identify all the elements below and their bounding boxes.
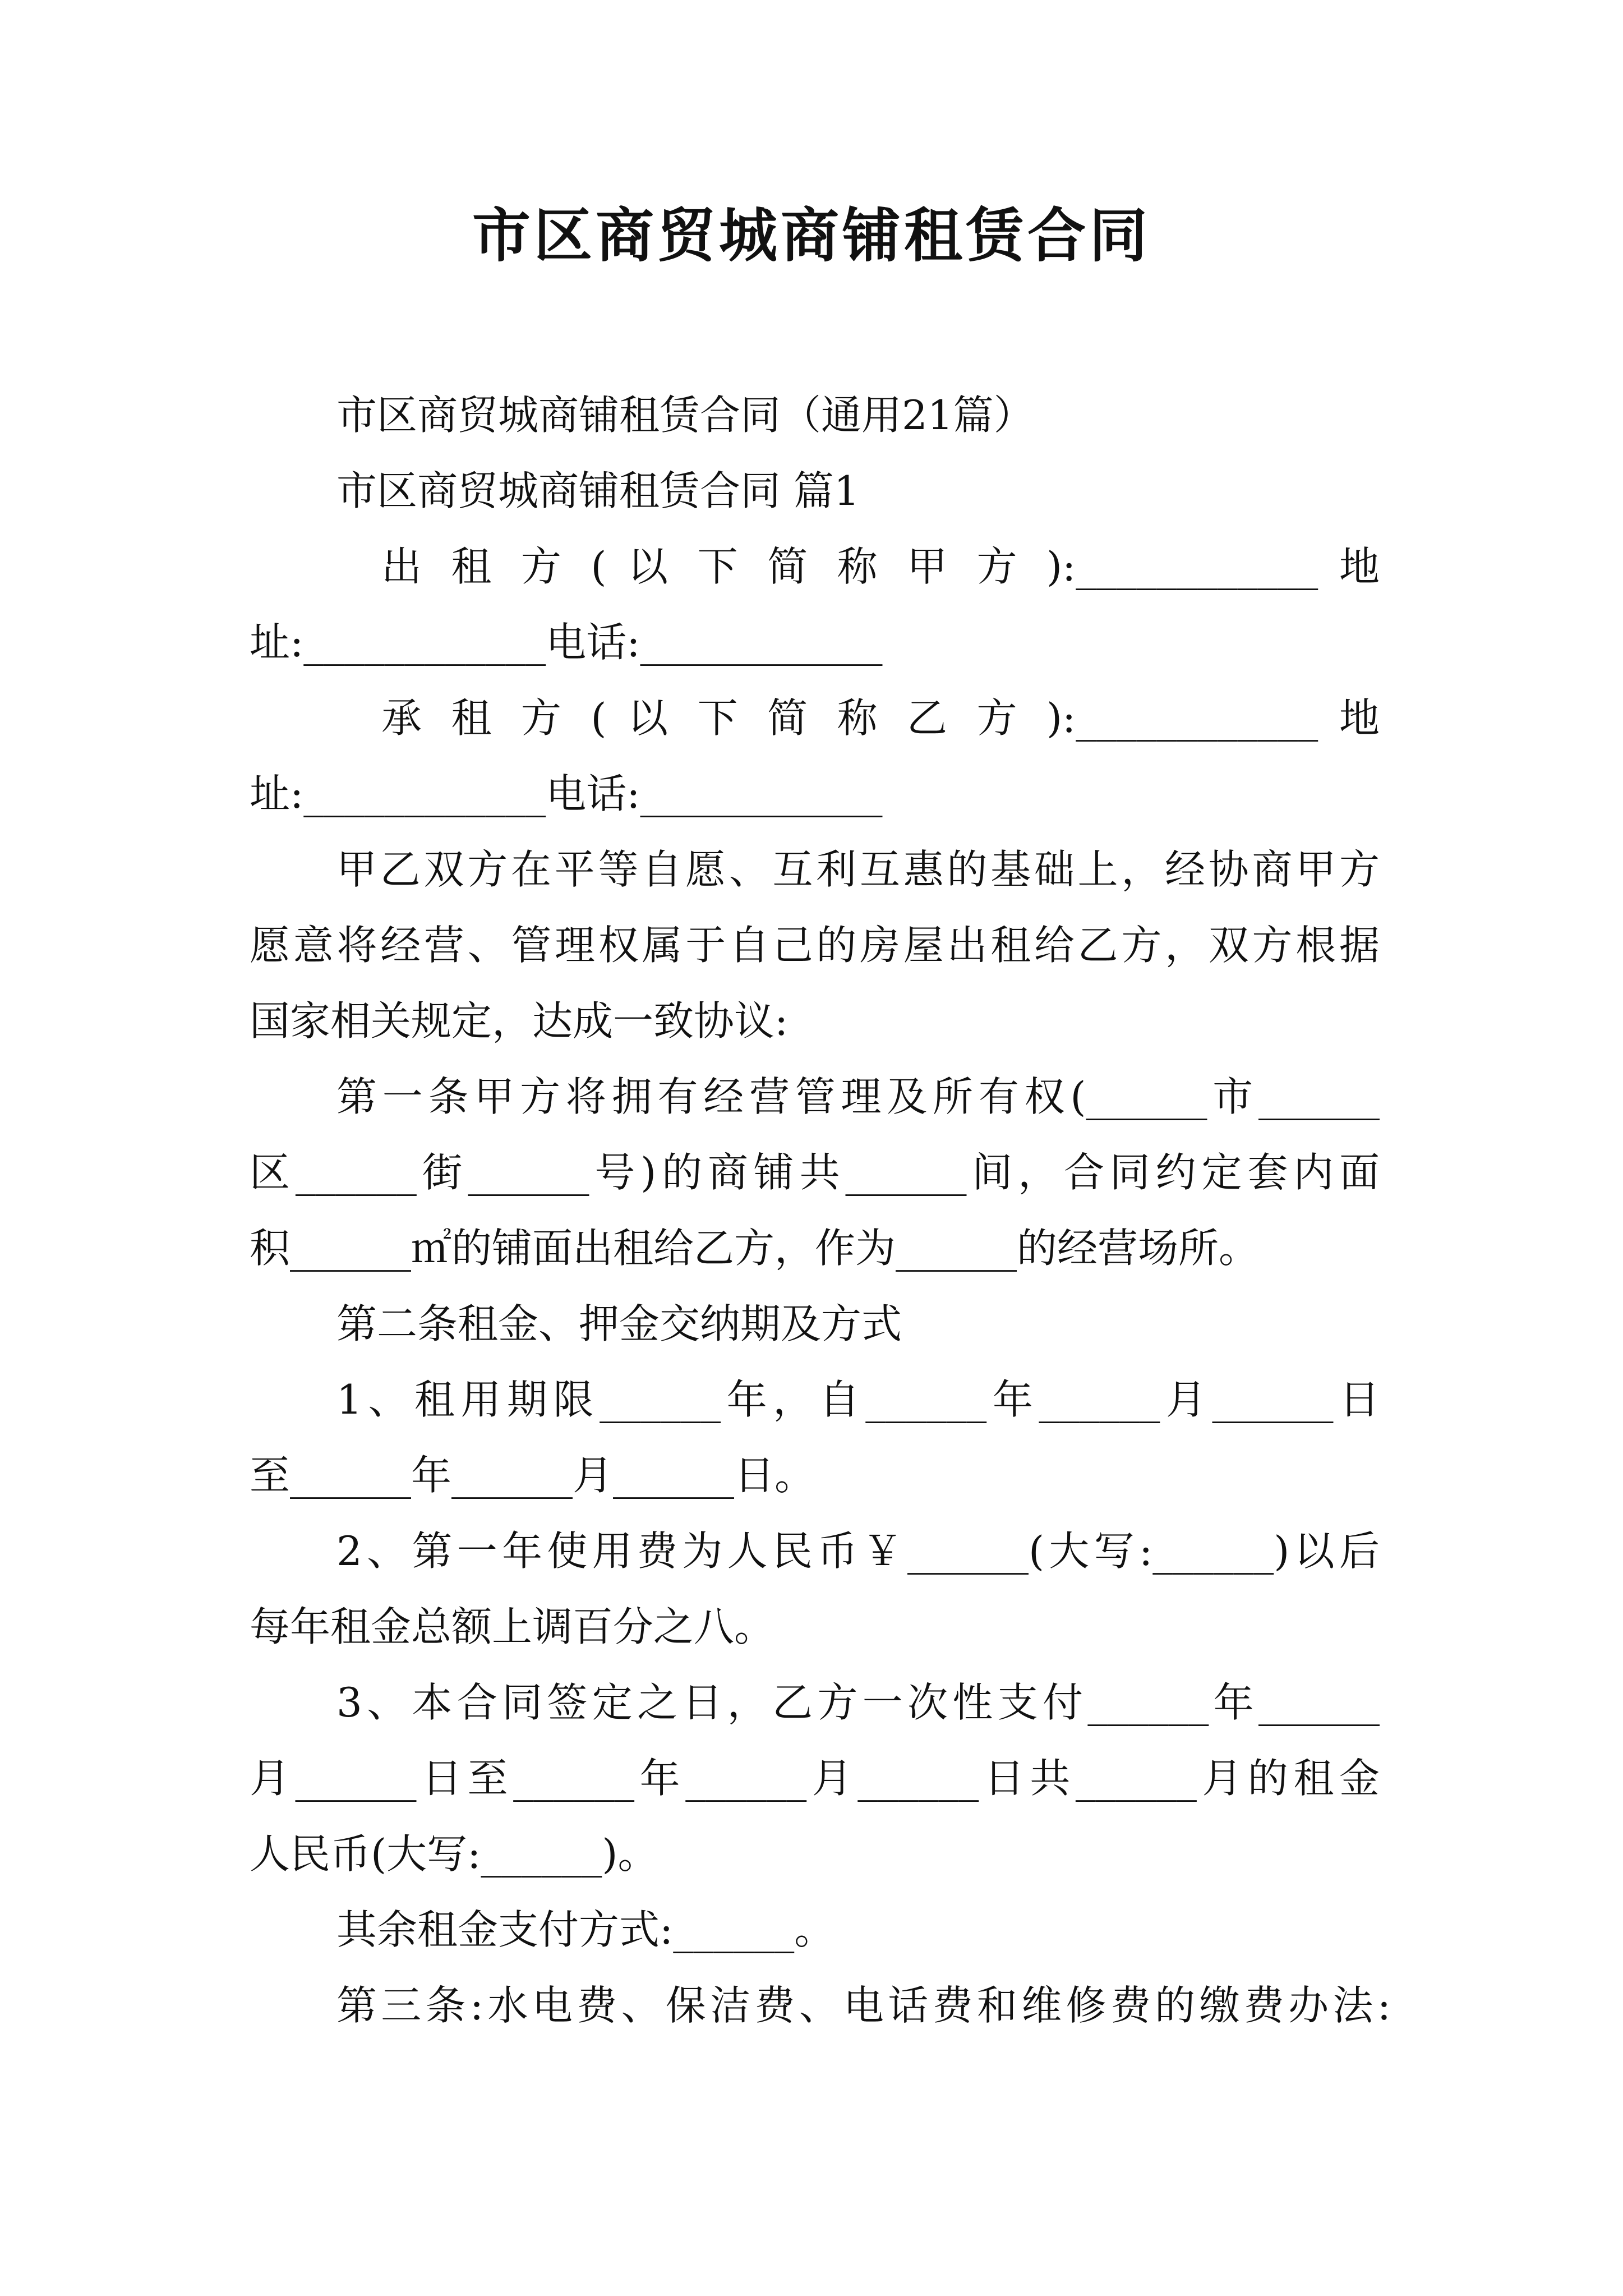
article-2-line: 月______日至______年______月______日共______月的租金: [250, 1755, 1380, 1802]
section-heading: 市区商贸城商铺租赁合同 篇1: [336, 467, 860, 514]
article-2-line: 至______年______月______日。: [250, 1452, 815, 1499]
article-1-line: 积______㎡的铺面出租给乙方，作为______的经营场所。: [250, 1225, 1260, 1272]
subtitle-line: 市区商贸城商铺租赁合同（通用21篇）: [336, 392, 1034, 439]
paragraph-line: 甲乙双方在平等自愿、互利互惠的基础上，经协商甲方: [336, 846, 1380, 893]
article-2-line: 1、租用期限______年，自______年______月______日: [336, 1376, 1380, 1423]
article-1-line: 区______街______号)的商铺共______间，合同约定套内面: [250, 1149, 1380, 1196]
article-1-line: 第一条甲方将拥有经营管理及所有权(______市______: [336, 1073, 1380, 1120]
lessee-line: 承 租 方 ( 以 下 简 称 乙 方 ):____________ 地: [381, 694, 1380, 742]
article-2-line: 其余租金支付方式:______。: [336, 1906, 835, 1953]
lessor-line: 出 租 方 ( 以 下 简 称 甲 方 ):____________ 地: [381, 543, 1380, 590]
article-2-line: 人民币(大写:______)。: [250, 1830, 658, 1878]
lessor-address-line: 址:____________电话:____________: [250, 619, 883, 666]
article-2-heading: 第二条租金、押金交纳期及方式: [336, 1300, 902, 1347]
paragraph-line: 愿意将经营、管理权属于自己的房屋出租给乙方，双方根据: [250, 922, 1380, 969]
lessee-address-line: 址:____________电话:____________: [250, 770, 883, 817]
article-2-line: 2、第一年使用费为人民币￥______(大写:______)以后: [336, 1527, 1380, 1575]
document-title: 市区商贸城商铺租赁合同: [472, 201, 1151, 270]
paragraph-line: 国家相关规定，达成一致协议:: [250, 997, 789, 1045]
article-2-line: 每年租金总额上调百分之八。: [250, 1603, 775, 1650]
article-3-heading: 第三条:水电费、保洁费、电话费和维修费的缴费办法:: [336, 1982, 1391, 2029]
article-2-line: 3、本合同签定之日，乙方一次性支付______年______: [336, 1679, 1380, 1726]
